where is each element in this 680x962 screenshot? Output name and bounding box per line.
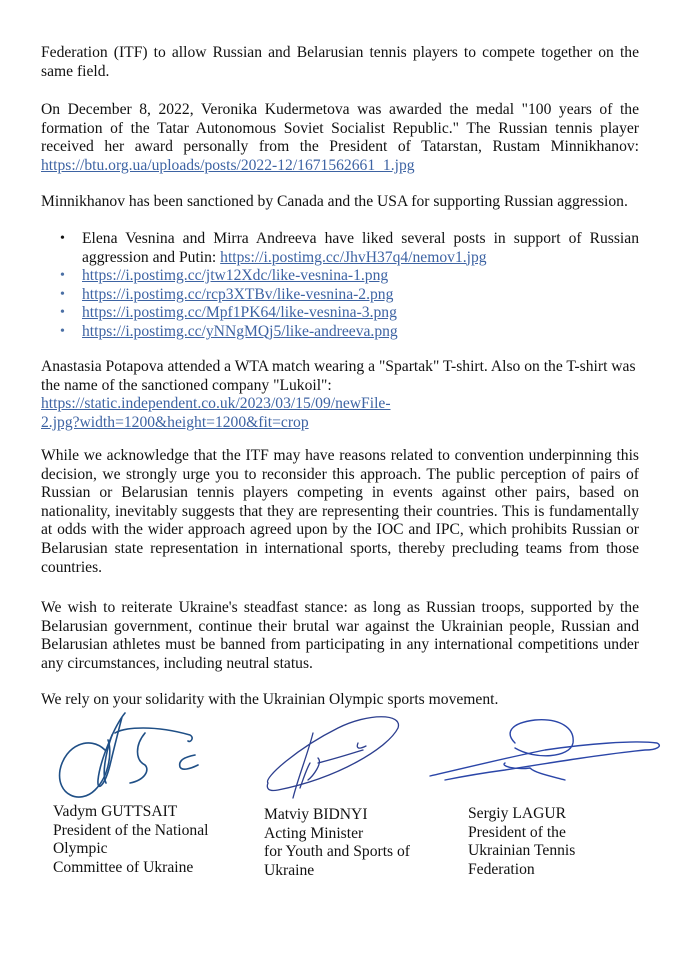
list-item <box>41 304 639 323</box>
signatory-lagur <box>468 805 575 879</box>
link-independent-photo-line2[interactable]: 2.jpg?width=1200&height=1200&fit=crop <box>41 413 309 431</box>
link-nemov1[interactable]: https://i.postimg.cc/JhvH37q4/nemov1.jpg <box>220 248 487 266</box>
signatory-bidnyi <box>264 806 410 880</box>
signature-guttsait-icon <box>50 705 200 805</box>
paragraph-solidarity: We rely on your solidarity with the Ukrainian Olympic sports movement. <box>41 691 499 708</box>
bullet-icon: • <box>60 268 65 284</box>
link-like-andreeva[interactable]: https://i.postimg.cc/yNNgMQj5/like-andreeva.png <box>82 322 398 340</box>
paragraph-kudermetova-medal <box>41 101 639 175</box>
paragraph-minnikhanov-sanctions: Minnikhanov has been sanctioned by Canada and the USA for supporting Russian aggression. <box>41 193 628 210</box>
bullet-icon: • <box>60 231 65 246</box>
bullet-icon: • <box>60 323 65 339</box>
paragraph-ukraine-stance: We wish to reiterate Ukraine's steadfast stance: as long as Russian troops, supported by the Belarusian government, continue their brutal war against the Ukrainian people, Russian and Belarusian athletes must be banned from participating in any international competitions under any circumstances, including neutral status. <box>41 599 639 672</box>
signatory-name: Matviy BIDNYI <box>264 806 368 823</box>
list-item <box>41 230 639 267</box>
signatory-title-line: for Youth and Sports of <box>264 843 410 861</box>
signatory-title-line: Acting Minister <box>264 824 364 842</box>
signatory-guttsait <box>53 803 208 877</box>
list-item <box>41 286 639 305</box>
paragraph-text: On December 8, 2022, Veronika Kudermetova was awarded the medal "100 years of the formation of the Tatar Autonomous Soviet Socialist Republic." The Russian tennis player received her award personally from the President of Tatarstan, Rustam Minnikhanov: <box>41 101 639 156</box>
signatory-title-line: Ukraine <box>264 861 315 879</box>
link-like-vesnina-1[interactable]: https://i.postimg.cc/jtw12Xdc/like-vesnina-1.png <box>82 267 389 285</box>
signatory-title-line: Olympic <box>53 840 108 858</box>
signatory-title-line: President of the <box>468 823 566 841</box>
link-like-vesnina-2[interactable]: https://i.postimg.cc/rcp3XTBv/like-vesnina-2.png <box>82 285 394 303</box>
evidence-link-list <box>41 230 639 342</box>
signature-bidnyi-icon <box>258 708 408 808</box>
link-btu-photo[interactable]: https://btu.org.ua/uploads/posts/2022-12/1671562661_1.jpg <box>41 156 415 174</box>
list-item <box>41 323 639 342</box>
signature-lagur-icon <box>425 718 665 788</box>
paragraph-text: Anastasia Potapova attended a WTA match wearing a "Spartak" T-shirt. Also on the T-shirt was the name of the sanctioned company "Lukoil": <box>41 358 636 394</box>
signatory-title-line: President of the National <box>53 821 209 839</box>
signatory-title-line: Federation <box>468 860 535 878</box>
link-independent-photo-line1[interactable]: https://static.independent.co.uk/2023/03/15/09/newFile- <box>41 395 391 413</box>
bullet-icon: • <box>60 305 65 321</box>
signatory-name: Sergiy LAGUR <box>468 805 567 822</box>
bullet-icon: • <box>60 286 65 302</box>
link-like-vesnina-3[interactable]: https://i.postimg.cc/Mpf1PK64/like-vesnina-3.png <box>82 304 397 322</box>
signatory-title-line: Committee of Ukraine <box>53 858 194 876</box>
list-item-text: Elena Vesnina and Mirra Andreeva have liked several posts in support of Russian aggression and Putin: <box>82 230 639 266</box>
paragraph-reconsider-request: While we acknowledge that the ITF may have reasons related to convention underpinning this decision, we strongly urge you to reconsider this approach. The public perception of pairs of Russian or Belarusian tennis players competing in events against other pairs, based on nationality, inevitably suggests that they are representing their countries. This is fundamentally at odds with the wider approach agreed upon by the IOC and IPC, which prohibits Russian or Belarusian state representation in international sports, thereby precluding teams from those countries. <box>41 447 639 576</box>
list-item <box>41 267 639 286</box>
signatory-title-line: Ukrainian Tennis <box>468 842 576 860</box>
paragraph-itf-request: Federation (ITF) to allow Russian and Belarusian tennis players to compete together on the same field. <box>41 44 639 80</box>
signatory-name: Vadym GUTTSAIT <box>53 803 178 820</box>
paragraph-potapova-tshirt <box>41 358 639 432</box>
